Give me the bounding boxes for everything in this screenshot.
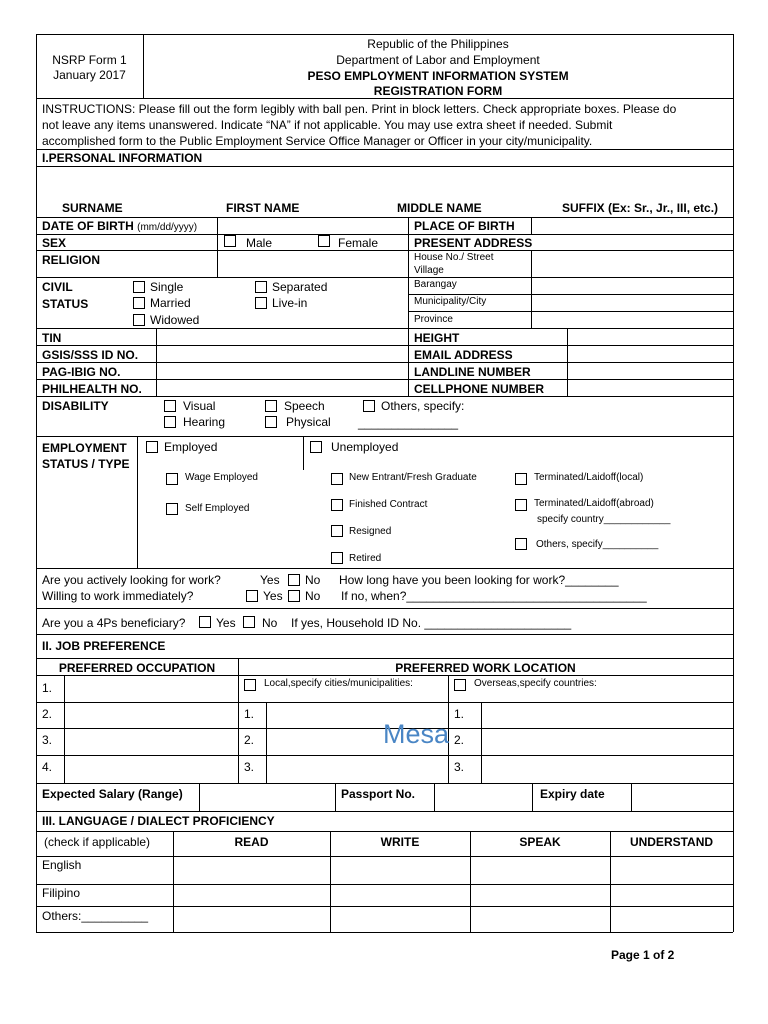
others-read-cell[interactable] [174,907,329,931]
terminated-local-label: Terminated/Laidoff(local) [534,472,644,483]
dob-input[interactable] [218,218,407,233]
unemployed-checkbox[interactable] [310,441,322,453]
height-label: HEIGHT [414,331,460,345]
household-id-question[interactable]: If yes, Household ID No. ______________________ [291,616,572,630]
willing-no-checkbox[interactable] [288,590,300,602]
philhealth-label: PHILHEALTH NO. [42,382,142,396]
tin-label: TIN [42,331,62,345]
others-employment-label[interactable]: Others, specify__________ [536,539,659,550]
4ps-question: Are you a 4Ps beneficiary? [42,616,186,630]
province-input[interactable] [532,312,732,327]
married-label: Married [150,296,191,310]
retired-checkbox[interactable] [331,552,343,564]
suffix-label: SUFFIX (Ex: Sr., Jr., III, etc.) [562,201,719,215]
overseas-3-number: 3. [454,760,465,774]
employment-label-1: EMPLOYMENT [42,441,127,455]
if-no-when-question[interactable]: If no, when?____________________________________ [341,589,647,603]
row-divider [36,277,408,278]
others-disability-label: Others, specify: [381,399,465,413]
province-label: Province [414,314,453,325]
actively-looking-no-label: No [305,573,321,587]
gsis-input[interactable] [157,346,407,361]
status-label: STATUS [42,297,89,311]
page-number: Page 1 of 2 [611,948,675,962]
occupation-1-number: 1. [42,681,53,695]
col-divider [335,783,336,811]
single-label: Single [150,280,184,294]
english-write-cell[interactable] [331,857,469,883]
retired-label: Retired [349,553,382,564]
header-form-title: REGISTRATION FORM [373,84,503,98]
widowed-checkbox[interactable] [133,314,145,326]
landline-input[interactable] [568,363,732,378]
english-read-cell[interactable] [174,857,329,883]
present-address-label: PRESENT ADDRESS [414,236,533,250]
overseas-location-label: Overseas,specify countries: [474,678,597,689]
overseas-2-number: 2. [454,733,465,747]
english-label: English [42,858,82,872]
barangay-input[interactable] [532,278,732,293]
visual-checkbox[interactable] [164,400,176,412]
terminated-abroad-label: Terminated/Laidoff(abroad) [534,498,654,509]
read-header: READ [234,835,269,849]
cellphone-input[interactable] [568,380,732,395]
overseas-1-input[interactable] [482,703,732,727]
occupation-4-input[interactable] [65,756,237,782]
header-system: PESO EMPLOYMENT INFORMATION SYSTEM [307,69,569,83]
occupation-2-input[interactable] [65,703,237,727]
separated-checkbox[interactable] [255,281,267,293]
willing-yes-label: Yes [263,589,283,603]
married-checkbox[interactable] [133,297,145,309]
local-3-number: 3. [244,760,255,774]
willing-question: Willing to work immediately? [42,589,194,603]
instructions-line-1: INSTRUCTIONS: Please fill out the form legibly with ball pen. Print in block letters. Check appropriate boxes. Please do [42,102,677,116]
header-republic: Republic of the Philippines [367,37,509,51]
hearing-label: Hearing [183,415,226,429]
self-employed-label: Self Employed [185,503,250,514]
passport-label: Passport No. [341,787,416,801]
4ps-no-checkbox[interactable] [243,616,255,628]
header-dole: Department of Labor and Employment [336,53,540,67]
filipino-understand-cell[interactable] [611,885,732,905]
first-name-label: FIRST NAME [226,201,300,215]
others-language-label[interactable]: Others:__________ [42,909,149,923]
village-label: Village [414,265,444,276]
middle-name-label: MIDDLE NAME [397,201,482,215]
employment-label-2: STATUS / TYPE [42,457,130,471]
row-divider [36,831,733,832]
row-divider [36,568,733,569]
handwritten-mesa-text: Mesa [383,719,450,749]
others-speak-cell[interactable] [471,907,609,931]
form-border-right [733,34,734,932]
occupation-4-number: 4. [42,760,53,774]
expected-salary-label: Expected Salary (Range) [42,787,183,801]
filipino-read-cell[interactable] [174,885,329,905]
filipino-label: Filipino [42,886,81,900]
overseas-3-input[interactable] [482,756,732,782]
form-date: January 2017 [53,68,126,82]
occupation-1-input[interactable] [65,676,237,701]
english-speak-cell[interactable] [471,857,609,883]
others-employment-checkbox[interactable] [515,538,527,550]
finished-contract-label: Finished Contract [349,499,428,510]
male-label: Male [246,236,273,250]
single-checkbox[interactable] [133,281,145,293]
row-divider [36,811,733,812]
civil-label: CIVIL [42,280,73,294]
understand-header: UNDERSTAND [629,835,714,849]
resigned-label: Resigned [349,526,392,537]
write-header: WRITE [380,835,420,849]
unemployed-label: Unemployed [331,440,399,454]
expiry-date-input[interactable] [632,784,732,810]
separated-label: Separated [272,280,328,294]
local-location-label: Local,specify cities/municipalities: [264,678,413,689]
surname-label: SURNAME [62,201,123,215]
instructions-line-2: not leave any items unanswered. Indicate “NA” if not applicable. You may use extra sheet if needed. Submit [42,118,613,132]
local-3-input[interactable] [267,756,447,782]
height-input[interactable] [568,329,732,344]
resigned-checkbox[interactable] [331,525,343,537]
email-input[interactable] [568,346,732,361]
overseas-2-input[interactable] [482,729,732,754]
speech-checkbox[interactable] [265,400,277,412]
employed-label: Employed [164,440,218,454]
preferred-location-header: PREFERRED WORK LOCATION [395,661,576,675]
finished-contract-checkbox[interactable] [331,499,343,511]
occupation-3-input[interactable] [65,729,237,754]
passport-input[interactable] [435,784,531,810]
willing-no-label: No [305,589,321,603]
filipino-write-cell[interactable] [331,885,469,905]
terminated-local-checkbox[interactable] [515,473,527,485]
occupation-3-number: 3. [42,733,53,747]
others-understand-cell[interactable] [611,907,732,931]
row-divider [36,783,733,784]
dob-format: (mm/dd/yyyy) [137,222,198,233]
wage-employed-checkbox[interactable] [166,473,178,485]
form-border-top [36,34,733,35]
others-disability-blank[interactable]: _______________ [358,416,459,430]
speak-header: SPEAK [519,835,561,849]
live-in-checkbox[interactable] [255,297,267,309]
actively-looking-yes-checkbox[interactable] [288,574,300,586]
col-divider [303,436,304,470]
house-no-label: House No./ Street [414,252,494,263]
row-divider [36,634,733,635]
new-entrant-label: New Entrant/Fresh Graduate [349,472,477,483]
preferred-occupation-header: PREFERRED OCCUPATION [58,661,216,675]
row-divider [36,396,733,397]
how-long-question[interactable]: How long have you been looking for work?________ [339,573,619,587]
employed-checkbox[interactable] [146,441,158,453]
house-no-input[interactable] [532,251,732,276]
hearing-checkbox[interactable] [164,416,176,428]
section-personal-heading: I.PERSONAL INFORMATION [42,151,203,165]
form-number: NSRP Form 1 [52,53,127,67]
male-checkbox[interactable] [224,235,236,247]
actively-looking-yes-label: Yes [260,573,280,587]
expected-salary-input[interactable] [200,784,334,810]
row-divider [36,436,733,437]
self-employed-checkbox[interactable] [166,503,178,515]
occupation-2-number: 2. [42,707,53,721]
religion-input[interactable] [218,251,407,276]
row-divider [36,234,733,235]
local-1-number: 1. [244,707,255,721]
section-language-heading: III. LANGUAGE / DIALECT PROFICIENCY [42,814,275,828]
col-divider [532,783,533,811]
section-job-preference-heading: II. JOB PREFERENCE [42,639,166,653]
overseas-location-checkbox[interactable] [454,679,466,691]
municipality-label: Municipality/City [414,296,487,307]
pagibig-label: PAG-IBIG NO. [42,365,121,379]
others-disability-checkbox[interactable] [363,400,375,412]
col-divider [408,217,409,396]
4ps-no-label: No [262,616,278,630]
filipino-speak-cell[interactable] [471,885,609,905]
english-understand-cell[interactable] [611,857,732,883]
overseas-1-number: 1. [454,707,465,721]
cellphone-label: CELLPHONE NUMBER [414,382,545,396]
female-label: Female [338,236,379,250]
local-location-checkbox[interactable] [244,679,256,691]
name-input-area[interactable] [37,167,733,199]
barangay-label: Barangay [414,279,457,290]
row-divider [36,658,733,659]
visual-label: Visual [183,399,216,413]
philhealth-input[interactable] [157,380,407,395]
tin-input[interactable] [157,329,407,344]
col-divider [238,658,239,783]
check-if-applicable-label: (check if applicable) [44,835,151,849]
sex-label: SEX [42,236,67,250]
live-in-label: Live-in [272,296,308,310]
female-checkbox[interactable] [318,235,330,247]
expiry-date-label: Expiry date [540,787,605,801]
place-of-birth-label: PLACE OF BIRTH [414,219,515,233]
landline-label: LANDLINE NUMBER [414,365,531,379]
local-2-number: 2. [244,733,255,747]
4ps-yes-label: Yes [216,616,236,630]
disability-label: DISABILITY [42,399,109,413]
municipality-input[interactable] [532,295,732,310]
row-divider [36,149,733,150]
widowed-label: Widowed [150,313,200,327]
dob-label-text: DATE OF BIRTH [42,219,134,233]
pagibig-input[interactable] [157,363,407,378]
terminated-abroad-checkbox[interactable] [515,499,527,511]
dob-label [42,219,197,234]
row-divider [36,608,733,609]
email-label: EMAIL ADDRESS [414,348,513,362]
actively-looking-question: Are you actively looking for work? [42,573,221,587]
specify-country-label[interactable]: specify country____________ [537,514,671,525]
gsis-label: GSIS/SSS ID NO. [42,348,139,362]
physical-label: Physical [286,415,331,429]
new-entrant-checkbox[interactable] [331,473,343,485]
place-of-birth-input[interactable] [532,218,732,233]
others-write-cell[interactable] [331,907,469,931]
wage-employed-label: Wage Employed [185,472,258,483]
willing-yes-checkbox[interactable] [246,590,258,602]
row-divider [36,98,733,99]
form-border-bottom [36,932,733,933]
instructions-line-3: accomplished form to the Public Employment Service Office Manager or Officer in your city/municipality. [42,134,593,148]
4ps-yes-checkbox[interactable] [199,616,211,628]
religion-label: RELIGION [42,253,101,267]
speech-label: Speech [284,399,325,413]
physical-checkbox[interactable] [265,416,277,428]
col-divider [137,436,138,568]
